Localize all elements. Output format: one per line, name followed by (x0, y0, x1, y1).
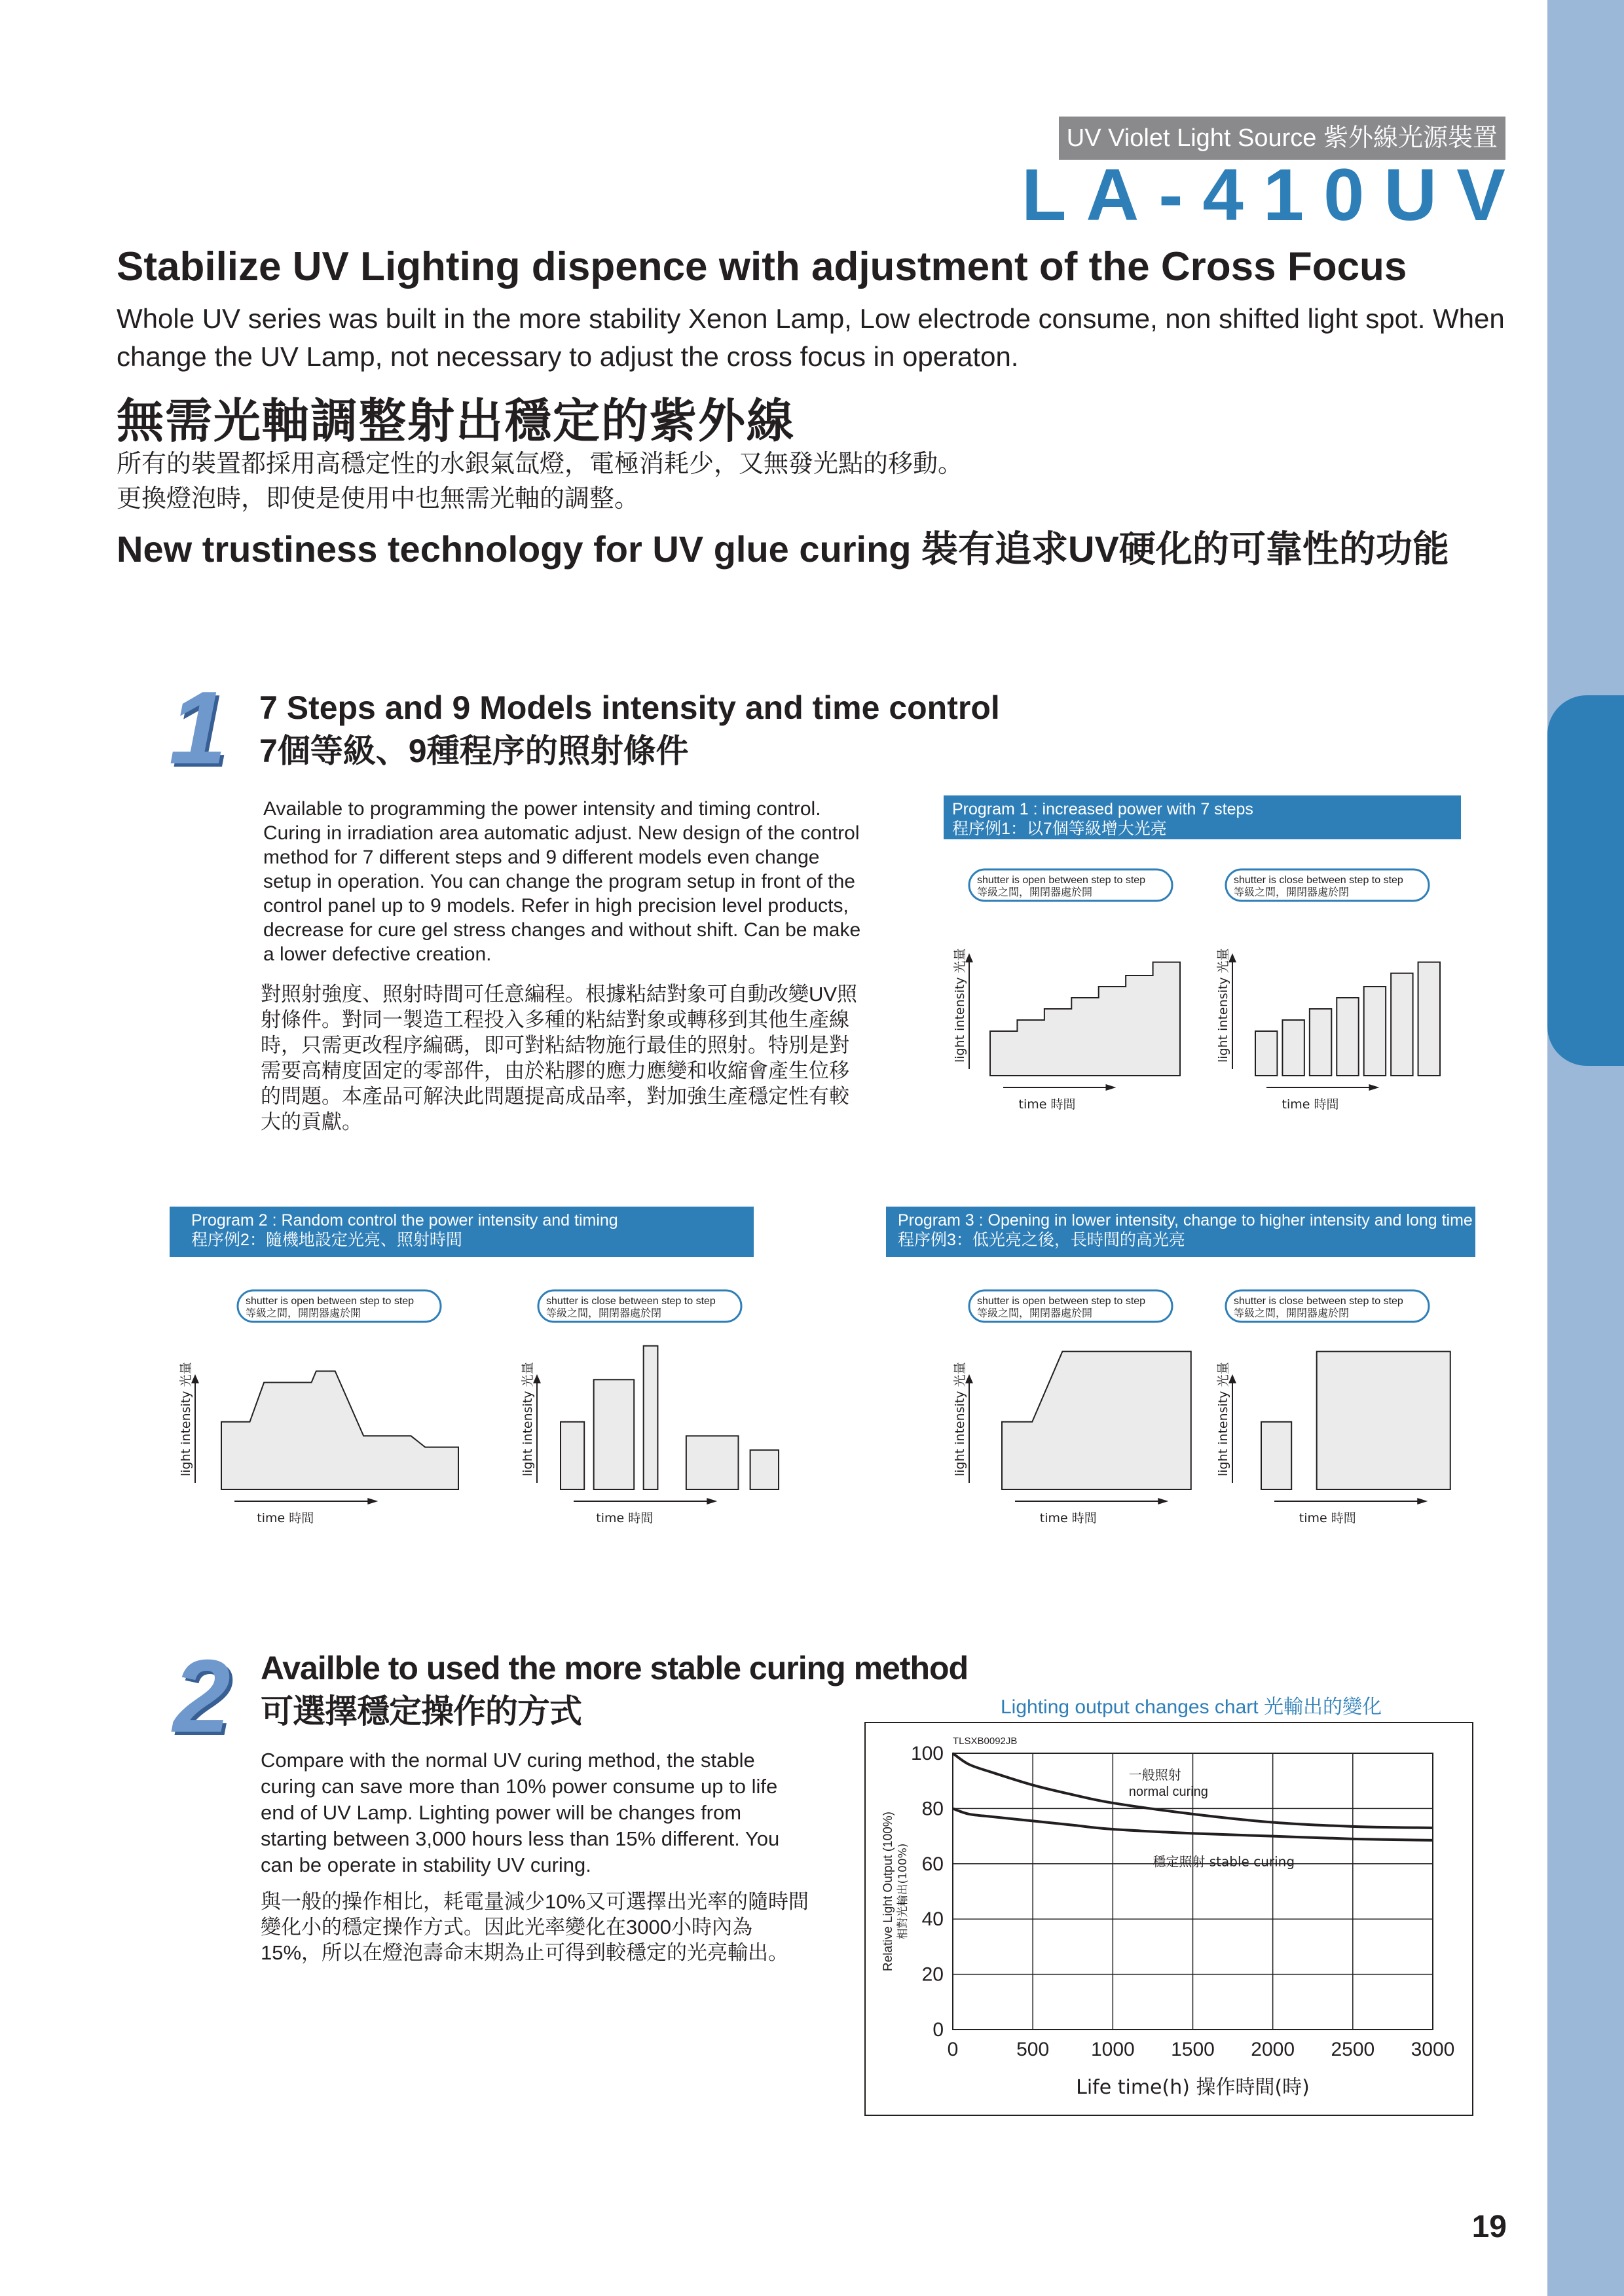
lead-zh-line-1: 所有的裝置都採用高穩定性的水銀氣氙燈，電極消耗少，又無發光點的移動。 (117, 450, 963, 478)
y-axis-label: light intensity 光量 (953, 1362, 967, 1476)
intensity-bar (1255, 1031, 1277, 1076)
intensity-bar (1317, 1351, 1450, 1489)
program-2-title-en: Program 2 : Random control the power intensity and timing (191, 1211, 618, 1230)
lead-zh-line-2: 更換燈泡時，即使是使用中也無需光軸的調整。 (117, 485, 640, 513)
x-axis-label: time 時間 (596, 1511, 654, 1525)
lighting-output-chart (864, 1722, 1473, 2116)
section-1-body-zh: 對照射強度、照射時間可任意編程。根據粘結對象可自動改變UV照射條件。對同一製造工程投入多種的粘結對象或轉移到其他生產線時，只需更改程序編碼，即可對粘結物施行最佳的照射。特別是對需要高精度固定的零部件，由於粘膠的應力應變和收縮會產生位移的問題。本產品可解決此問題提高成品率，對加強生產穩定性有較大的貢獻。 (261, 983, 858, 1133)
x-tick-label: 2000 (1251, 2039, 1295, 2060)
y-axis-title: Relative Light Output (100%) (881, 1812, 895, 1971)
intensity-bar (750, 1450, 779, 1489)
chart-code: TLSXB0092JB (953, 1736, 1018, 1747)
open-shutter-label-zh: 等級之間，開閉器處於開 (977, 886, 1093, 898)
program-1-title-box (944, 795, 1461, 839)
x-tick-label: 2500 (1331, 2039, 1375, 2060)
x-axis-label: time 時間 (1018, 1097, 1076, 1112)
y-axis-label: light intensity 光量 (521, 1362, 535, 1476)
section-1-body-en: Available to programming the power intensity and timing control. Curing in irradiation area automatic adjust. New design of the control method for 7 different steps and 9 different models even change setup in operation. You can change the program setup in front of the control panel up to 9 models. Refer in high precision level products, decrease for cure gel stress changes and without shift. Can be make a lower defective creation. (263, 798, 861, 965)
close-shutter-label-zh: 等級之間，開閉器處於閉 (546, 1307, 662, 1319)
annotation-normal-en: normal curing (1128, 1785, 1208, 1800)
close-shutter-label-en: shutter is close between step to step (1234, 875, 1403, 886)
section-2-title-en: Availble to used the more stable curing method (261, 1650, 969, 1686)
y-tick-label: 40 (921, 1908, 944, 1931)
y-axis-title-zh: 相對光輸出(100%) (896, 1843, 910, 1940)
intensity-bar (1391, 974, 1412, 1076)
section-2-body-en: Compare with the normal UV curing method, the stable curing can save more than 10% power consume up to life end of UV Lamp. Lighting power will be changes from starting between 3,000 hours less than 15% different. You can be operate in stability UV curing. (261, 1749, 780, 1876)
product-category-label: UV Violet Light Source 紫外線光源裝置 (1059, 117, 1505, 160)
intensity-bar (1261, 1422, 1291, 1489)
x-tick-label: 500 (1016, 2039, 1050, 2060)
x-axis-arrowhead (367, 1498, 378, 1504)
program-3-title-zh: 程序例3：低光亮之後，長時間的高光亮 (898, 1231, 1185, 1249)
y-tick-label: 0 (932, 2019, 944, 2041)
program-3-close-graph (1216, 1285, 1462, 1531)
program-1-open-graph (953, 864, 1198, 1113)
intensity-bar (1364, 987, 1386, 1076)
intensity-bar (644, 1346, 658, 1489)
section-2-title-zh: 可選擇穩定操作的方式 (261, 1693, 581, 1730)
x-axis-arrowhead (1106, 1084, 1116, 1091)
page-number: 19 (1471, 2210, 1507, 2244)
lead-paragraph-en: Whole UV series was built in the more stability Xenon Lamp, Low electrode consume, non shifted light spot. When change the UV Lamp, not necessary to adjust the cross focus in operaton. (117, 303, 1505, 372)
intensity-bar (1310, 1009, 1331, 1076)
y-tick-label: 80 (921, 1798, 944, 1820)
intensity-staircase (990, 962, 1180, 1076)
x-tick-label: 1000 (1090, 2039, 1135, 2060)
program-1-title-zh: 程序例1：以7個等級增大光亮 (952, 820, 1167, 838)
program-2-title-box (170, 1207, 754, 1257)
x-tick-label: 1500 (1171, 2039, 1215, 2060)
x-tick-label: 0 (947, 2039, 959, 2060)
y-tick-label: 100 (910, 1743, 944, 1764)
section-1-title-en: 7 Steps and 9 Models intensity and time control (259, 689, 1000, 726)
open-shutter-label-zh: 等級之間，開閉器處於開 (246, 1307, 361, 1319)
program-3-title-box (886, 1207, 1475, 1257)
program-3-open-graph (953, 1285, 1198, 1531)
x-axis-arrowhead (1417, 1498, 1428, 1504)
y-tick-label: 20 (921, 1963, 944, 1986)
section-1-heading (259, 686, 1000, 773)
program-1-close-graph (1216, 864, 1462, 1113)
section-2-body-zh: 與一般的操作相比，耗電量減少10%又可選擇出光率的隨時間變化小的穩定操作方式。因此光率變化在3000小時內為15%，所以在燈泡壽命末期為止可得到較穩定的光亮輸出。 (261, 1890, 809, 1964)
close-shutter-label-zh: 等級之間，開閉器處於閉 (1234, 1307, 1350, 1319)
open-shutter-label-en: shutter is open between step to step (246, 1296, 415, 1307)
intensity-bar (594, 1379, 635, 1489)
x-axis-label: time 時間 (1299, 1511, 1356, 1525)
close-shutter-label-en: shutter is close between step to step (1234, 1296, 1403, 1307)
intensity-profile (221, 1371, 458, 1489)
y-tick-label: 60 (921, 1853, 944, 1875)
x-axis-label: time 時間 (1282, 1097, 1339, 1112)
side-strip (1547, 0, 1624, 2296)
x-axis-arrowhead (1369, 1084, 1380, 1091)
program-2-open-graph (179, 1285, 464, 1531)
intensity-bar (1418, 962, 1440, 1076)
x-tick-label: 3000 (1411, 2039, 1455, 2060)
y-axis-label: light intensity 光量 (179, 1362, 193, 1476)
lead-paragraph-zh (117, 447, 1492, 517)
intensity-bar (1337, 998, 1358, 1076)
program-1-title-en: Program 1 : increased power with 7 steps (952, 800, 1253, 818)
x-axis-label: time 時間 (1039, 1511, 1097, 1525)
open-shutter-label-en: shutter is open between step to step (977, 875, 1146, 886)
section-1-number: 1 (169, 670, 221, 786)
close-shutter-label-en: shutter is close between step to step (546, 1296, 716, 1307)
headline-en: Stabilize UV Lighting dispence with adjustment of the Cross Focus (117, 244, 1407, 289)
intensity-profile (1002, 1351, 1191, 1489)
close-shutter-label-zh: 等級之間，開閉器處於閉 (1234, 886, 1350, 898)
x-axis-arrowhead (707, 1498, 717, 1504)
x-axis-title: Life time(h) 操作時間(時) (1076, 2076, 1310, 2099)
y-axis-label: light intensity 光量 (953, 948, 967, 1063)
open-shutter-label-en: shutter is open between step to step (977, 1296, 1146, 1307)
intensity-bar (1282, 1020, 1304, 1076)
model-number: LA-410UV (1021, 154, 1525, 236)
side-tab (1547, 695, 1624, 1066)
program-3-title-en: Program 3 : Opening in lower intensity, change to higher intensity and long time (898, 1211, 1473, 1230)
x-axis-label: time 時間 (257, 1511, 314, 1525)
intensity-bar (561, 1422, 584, 1489)
technology-tagline: New trustiness technology for UV glue curing 裝有追求UV硬化的可靠性的功能 (117, 528, 1449, 570)
open-shutter-label-zh: 等級之間，開閉器處於開 (977, 1307, 1093, 1319)
chart-title: Lighting output changes chart 光輸出的變化 (1001, 1696, 1382, 1718)
program-2-close-graph (521, 1285, 805, 1531)
section-2-number: 2 (173, 1639, 225, 1754)
annotation-stable: 穩定照射 stable curing (1153, 1853, 1295, 1870)
headline-zh: 無需光軸調整射出穩定的紫外線 (117, 395, 796, 448)
y-axis-label: light intensity 光量 (1216, 948, 1230, 1063)
section-1-title-zh: 7個等級、9種程序的照射條件 (259, 733, 689, 769)
intensity-bar (686, 1436, 739, 1489)
annotation-normal-zh: 一般照射 (1128, 1766, 1181, 1783)
y-axis-label: light intensity 光量 (1216, 1362, 1230, 1476)
section-2-heading (261, 1647, 968, 1733)
program-2-title-zh: 程序例2：隨機地設定光亮、照射時間 (191, 1231, 462, 1249)
x-axis-arrowhead (1158, 1498, 1168, 1504)
